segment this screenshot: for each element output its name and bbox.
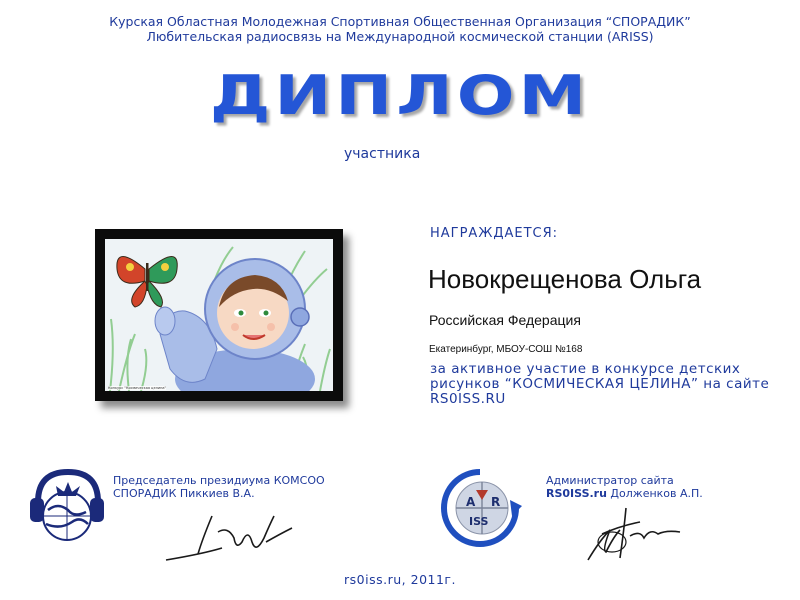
komsoo-sporadik-logo bbox=[28, 466, 106, 550]
diploma-title: ДИПЛОМ bbox=[209, 64, 591, 128]
recipient-name: Новокрещенова Ольга bbox=[428, 264, 702, 294]
child-drawing bbox=[95, 229, 343, 401]
drawing-image bbox=[105, 239, 333, 391]
right-signatory-line-1: Администратор сайта bbox=[546, 474, 674, 487]
ariss-logo-iss: ISS bbox=[469, 515, 489, 528]
right-signature bbox=[580, 500, 690, 566]
org-line-1: Курская Областная Молодежная Спортивная Общественная Организация “СПОРАДИК” bbox=[109, 14, 691, 29]
ariss-logo-a: A bbox=[466, 495, 476, 509]
ariss-logo bbox=[436, 466, 526, 550]
organization-header bbox=[0, 14, 800, 44]
right-signatory-name: Долженков А.П. bbox=[606, 487, 703, 500]
left-signature bbox=[162, 498, 296, 566]
recipient-school: Екатеринбург, МБОУ-СОШ №168 bbox=[429, 344, 583, 355]
left-signatory-line-2: СПОРАДИК Пиккиев В.А. bbox=[113, 487, 255, 500]
footer: rs0iss.ru, 2011г. bbox=[344, 572, 456, 587]
ariss-logo-r: R bbox=[491, 495, 501, 509]
drawing-caption: Конкурс "Космическая целина" bbox=[108, 386, 167, 390]
award-reason: за активное участие в конкурсе детских рисунков “КОСМИЧЕСКАЯ ЦЕЛИНА” на сайте RS0ISS.RU bbox=[430, 361, 770, 407]
site-name: RS0ISS.ru bbox=[546, 487, 607, 500]
recipient-country: Российская Федерация bbox=[429, 312, 581, 328]
right-signatory-line-2 bbox=[546, 487, 703, 500]
right-signatory bbox=[546, 474, 703, 500]
awarded-label: НАГРАЖДАЕТСЯ: bbox=[430, 226, 559, 241]
left-signatory bbox=[113, 474, 325, 500]
left-signatory-line-1: Председатель президиума КОМСОО bbox=[113, 474, 325, 487]
diploma-subtitle: участника bbox=[344, 146, 421, 162]
org-line-2: Любительская радиосвязь на Международной космической станции (ARISS) bbox=[146, 29, 654, 44]
